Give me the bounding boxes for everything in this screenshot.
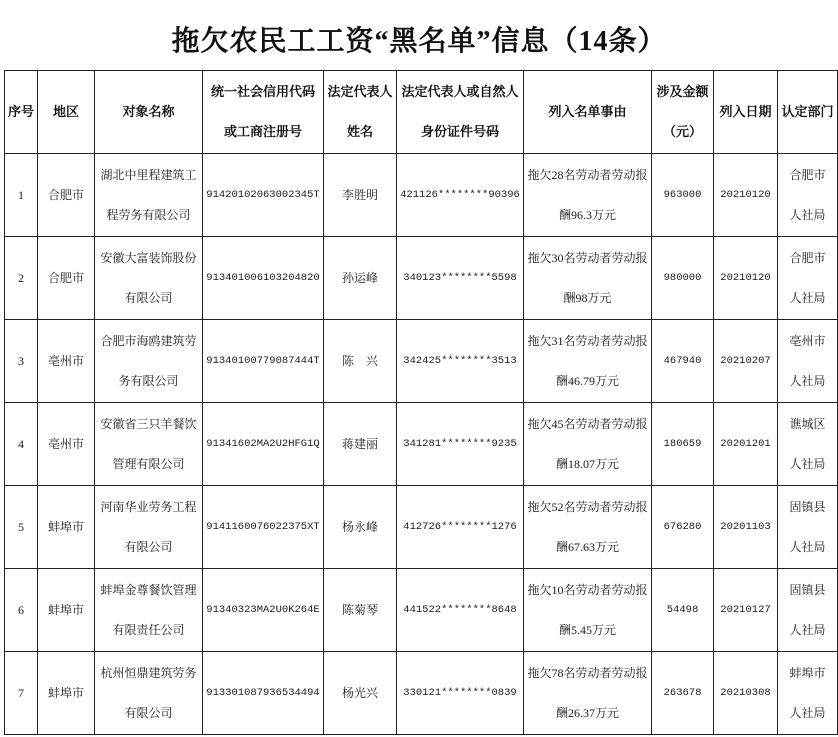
table-row: [5, 237, 838, 320]
cell-legal-representative: [324, 154, 397, 237]
cell-legal-representative: [324, 320, 397, 403]
cell-listing-date: [714, 154, 778, 237]
cell-region: [38, 320, 95, 403]
header-legal-representative-line-2: 姓名: [346, 124, 373, 139]
serial-number-text: 3: [18, 354, 24, 368]
legal-representative-text: 孙运峰: [341, 271, 378, 285]
amount-text: 980000: [663, 272, 702, 284]
legal-representative-text: 陈菊琴: [341, 603, 378, 617]
cell-credit-code: [203, 569, 324, 652]
entity-name-line-2: 务有限公司: [118, 374, 179, 388]
cell-listing-date: [714, 486, 778, 569]
cell-credit-code: [203, 320, 324, 403]
amount-text: 467940: [663, 355, 702, 367]
header-region: [38, 71, 95, 154]
listing-date-text: 20201103: [720, 521, 771, 533]
cell-serial-number: [5, 237, 38, 320]
listing-reason-line-2: 酬67.63万元: [555, 540, 619, 554]
entity-name-line-1: 河南华业劳务工程: [100, 500, 197, 514]
serial-number-text: 7: [18, 686, 24, 700]
table-body: [5, 154, 838, 735]
header-entity-name: [95, 71, 203, 154]
cell-id-number: [397, 237, 524, 320]
cell-entity-name: [95, 320, 203, 403]
table-row: [5, 652, 838, 735]
department-line-2: 人社局: [789, 291, 826, 305]
cell-region: [38, 154, 95, 237]
department-line-1: 亳州市: [789, 334, 826, 348]
listing-reason-line-2: 酬5.45万元: [558, 623, 616, 637]
department-line-1: 固镇县: [789, 583, 826, 597]
listing-reason-line-2: 酬98万元: [563, 291, 612, 305]
entity-name-line-2: 有限公司: [124, 540, 173, 554]
department-line-2: 人社局: [789, 706, 826, 720]
cell-listing-date: [714, 403, 778, 486]
cell-entity-name: [95, 486, 203, 569]
cell-id-number: [397, 486, 524, 569]
region-text: 亳州市: [47, 437, 84, 451]
table-row: [5, 154, 838, 237]
cell-amount: [652, 237, 714, 320]
cell-entity-name: [95, 237, 203, 320]
cell-listing-reason: [524, 569, 652, 652]
header-amount-line-2: （元）: [662, 124, 702, 139]
legal-representative-text: 蒋建丽: [341, 437, 378, 451]
cell-listing-reason: [524, 486, 652, 569]
cell-id-number: [397, 320, 524, 403]
cell-entity-name: [95, 403, 203, 486]
cell-listing-reason: [524, 652, 652, 735]
entity-name-line-2: 有限公司: [124, 291, 173, 305]
region-text: 蚌埠市: [47, 686, 84, 700]
cell-listing-date: [714, 569, 778, 652]
cell-legal-representative: [324, 652, 397, 735]
entity-name-line-1: 安徽省三只羊餐饮: [100, 417, 197, 431]
cell-region: [38, 237, 95, 320]
entity-name-line-2: 有限责任公司: [112, 623, 185, 637]
amount-text: 963000: [663, 189, 702, 201]
cell-region: [38, 486, 95, 569]
cell-entity-name: [95, 569, 203, 652]
header-legal-representative-line-1: 法定代表人: [327, 84, 393, 99]
serial-number-text: 2: [18, 271, 24, 285]
department-line-1: 谯城区: [789, 417, 826, 431]
entity-name-line-2: 程劳务有限公司: [106, 208, 191, 222]
amount-text: 263678: [663, 687, 702, 699]
id-number-text: 330121********0839: [403, 687, 517, 699]
cell-serial-number: [5, 569, 38, 652]
listing-date-text: 20201201: [720, 438, 771, 450]
cell-id-number: [397, 652, 524, 735]
header-listing-date-line-1: 列入日期: [719, 104, 772, 119]
table-row: [5, 569, 838, 652]
header-amount-line-1: 涉及金额: [656, 84, 709, 99]
entity-name-line-2: 有限公司: [124, 706, 173, 720]
amount-text: 180659: [663, 438, 702, 450]
credit-code-text: 913401006103204820: [206, 272, 320, 284]
cell-department: [778, 154, 838, 237]
listing-date-text: 20210308: [720, 687, 771, 699]
id-number-text: 412726********1276: [403, 521, 517, 533]
listing-reason-line-2: 酬18.07万元: [555, 457, 619, 471]
department-line-2: 人社局: [789, 374, 826, 388]
region-text: 合肥市: [47, 188, 84, 202]
department-line-1: 固镇县: [789, 500, 826, 514]
header-listing-reason-line-1: 列入名单事由: [548, 104, 627, 119]
cell-region: [38, 652, 95, 735]
entity-name-line-1: 安徽大富装饰股份: [100, 251, 197, 265]
serial-number-text: 5: [18, 520, 24, 534]
cell-legal-representative: [324, 403, 397, 486]
header-serial-number-line-1: 序号: [7, 104, 34, 119]
header-amount: [652, 71, 714, 154]
listing-reason-line-1: 拖欠78名劳动者劳动报: [527, 666, 648, 680]
cell-id-number: [397, 403, 524, 486]
header-region-line-1: 地区: [52, 104, 79, 119]
legal-representative-text: 杨永峰: [341, 520, 378, 534]
department-line-2: 人社局: [789, 623, 826, 637]
credit-code-text: 9141160076022375XT: [206, 521, 320, 533]
department-line-2: 人社局: [789, 540, 826, 554]
cell-listing-date: [714, 652, 778, 735]
cell-region: [38, 569, 95, 652]
serial-number-text: 6: [18, 603, 24, 617]
listing-reason-line-2: 酬46.79万元: [555, 374, 619, 388]
cell-listing-reason: [524, 154, 652, 237]
department-line-2: 人社局: [789, 208, 826, 222]
cell-amount: [652, 403, 714, 486]
cell-legal-representative: [324, 486, 397, 569]
id-number-text: 341281********9235: [403, 438, 517, 450]
header-legal-representative: [324, 71, 397, 154]
cell-region: [38, 403, 95, 486]
cell-listing-reason: [524, 403, 652, 486]
entity-name-line-1: 湖北中里程建筑工: [100, 168, 197, 182]
cell-serial-number: [5, 403, 38, 486]
cell-amount: [652, 320, 714, 403]
region-text: 亳州市: [47, 354, 84, 368]
cell-listing-reason: [524, 237, 652, 320]
serial-number-text: 1: [18, 188, 24, 202]
cell-legal-representative: [324, 569, 397, 652]
serial-number-text: 4: [18, 437, 24, 451]
header-credit-code-line-1: 统一社会信用代码: [210, 84, 315, 99]
listing-reason-line-1: 拖欠52名劳动者劳动报: [527, 500, 648, 514]
cell-credit-code: [203, 154, 324, 237]
cell-entity-name: [95, 652, 203, 735]
cell-amount: [652, 486, 714, 569]
header-entity-name-line-1: 对象名称: [122, 104, 175, 119]
region-text: 蚌埠市: [47, 520, 84, 534]
cell-serial-number: [5, 652, 38, 735]
cell-department: [778, 403, 838, 486]
header-id-number-line-2: 身份证件号码: [420, 124, 499, 139]
cell-department: [778, 486, 838, 569]
header-credit-code: [203, 71, 324, 154]
table-row: [5, 320, 838, 403]
amount-text: 54498: [666, 604, 699, 616]
cell-serial-number: [5, 154, 38, 237]
header-id-number-line-1: 法定代表人或自然人: [401, 84, 519, 99]
entity-name-line-2: 管理有限公司: [112, 457, 185, 471]
table-row: [5, 403, 838, 486]
cell-serial-number: [5, 486, 38, 569]
id-number-text: 342425********3513: [403, 355, 517, 367]
header-id-number: [397, 71, 524, 154]
department-line-1: 合肥市: [789, 251, 826, 265]
listing-date-text: 20210120: [720, 272, 771, 284]
cell-amount: [652, 154, 714, 237]
cell-department: [778, 569, 838, 652]
id-number-text: 441522********8648: [403, 604, 517, 616]
table-row: [5, 486, 838, 569]
department-line-1: 合肥市: [789, 168, 826, 182]
id-number-text: 340123********5598: [403, 272, 517, 284]
page-title: 拖欠农民工工资“黑名单”信息（14条）: [171, 26, 667, 57]
cell-entity-name: [95, 154, 203, 237]
header-department-line-1: 认定部门: [781, 104, 834, 119]
cell-department: [778, 652, 838, 735]
listing-reason-line-1: 拖欠30名劳动者劳动报: [527, 251, 648, 265]
cell-listing-date: [714, 320, 778, 403]
listing-date-text: 20210207: [720, 355, 771, 367]
cell-credit-code: [203, 652, 324, 735]
listing-reason-line-1: 拖欠45名劳动者劳动报: [527, 417, 648, 431]
header-row: [5, 71, 838, 154]
credit-code-text: 913301087936534494: [206, 687, 320, 699]
credit-code-text: 91340323MA2U0K264E: [206, 604, 320, 616]
credit-code-text: 91341602MA2U2HFG1Q: [206, 438, 320, 450]
entity-name-line-1: 合肥市海鸥建筑劳: [100, 334, 197, 348]
cell-department: [778, 320, 838, 403]
region-text: 合肥市: [47, 271, 84, 285]
cell-credit-code: [203, 237, 324, 320]
cell-legal-representative: [324, 237, 397, 320]
cell-credit-code: [203, 403, 324, 486]
region-text: 蚌埠市: [47, 603, 84, 617]
credit-code-text: 91420102063002345T: [206, 189, 320, 201]
department-line-1: 蚌埠市: [789, 666, 826, 680]
cell-amount: [652, 652, 714, 735]
legal-representative-text: 李胜明: [341, 188, 378, 202]
legal-representative-text: 陈 兴: [341, 354, 378, 368]
amount-text: 676280: [663, 521, 702, 533]
cell-id-number: [397, 154, 524, 237]
id-number-text: 421126********90396: [400, 189, 520, 201]
cell-serial-number: [5, 320, 38, 403]
header-department: [778, 71, 838, 154]
header-listing-reason: [524, 71, 652, 154]
entity-name-line-1: 蚌埠金尊餐饮管理: [100, 583, 197, 597]
header-credit-code-line-2: 或工商注册号: [223, 124, 302, 139]
cell-credit-code: [203, 486, 324, 569]
listing-reason-line-2: 酬96.3万元: [558, 208, 616, 222]
credit-code-text: 91340100779087444T: [206, 355, 320, 367]
legal-representative-text: 杨光兴: [341, 686, 378, 700]
listing-reason-line-1: 拖欠28名劳动者劳动报: [527, 168, 648, 182]
header-listing-date: [714, 71, 778, 154]
entity-name-line-1: 杭州恒鼎建筑劳务: [100, 666, 197, 680]
listing-date-text: 20210120: [720, 189, 771, 201]
listing-reason-line-2: 酬26.37万元: [555, 706, 619, 720]
listing-reason-line-1: 拖欠31名劳动者劳动报: [527, 334, 648, 348]
cell-amount: [652, 569, 714, 652]
listing-date-text: 20210127: [720, 604, 771, 616]
cell-id-number: [397, 569, 524, 652]
department-line-2: 人社局: [789, 457, 826, 471]
header-serial-number: [5, 71, 38, 154]
table-header: [5, 71, 838, 154]
blacklist-table: [4, 70, 838, 735]
listing-reason-line-1: 拖欠10名劳动者劳动报: [527, 583, 648, 597]
cell-listing-reason: [524, 320, 652, 403]
cell-department: [778, 237, 838, 320]
cell-listing-date: [714, 237, 778, 320]
